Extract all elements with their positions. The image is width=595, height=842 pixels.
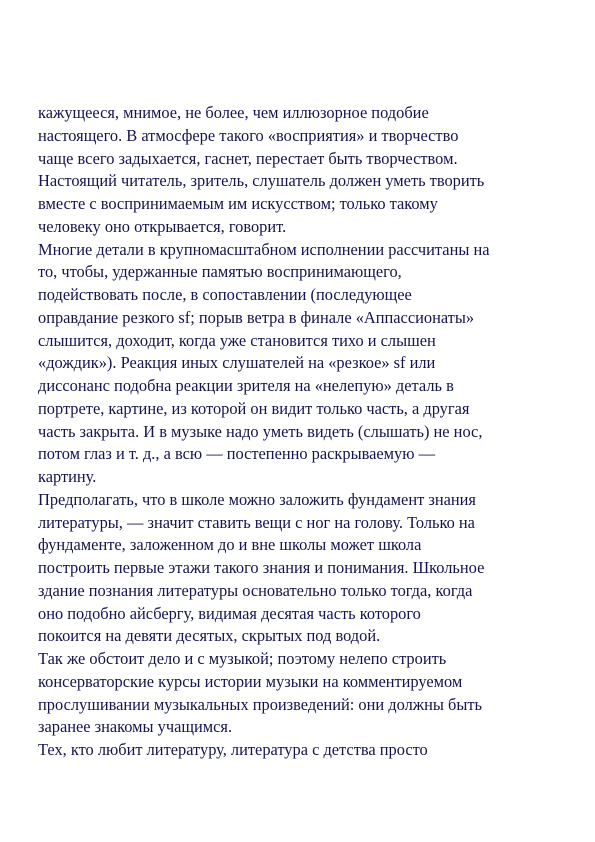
text-line: прослушивании музыкальных произведений: они должны быть	[38, 694, 482, 714]
text-line: Многие детали в крупномасштабном исполнении рассчитаны на	[38, 239, 490, 259]
text-line: часть закрыта. И в музыке надо уметь видеть (слышать) не нос,	[38, 421, 483, 441]
text-line: оно подобно айсбергу, видимая десятая часть которого	[38, 603, 421, 623]
text-line: то, чтобы, удержанные памятью воспринимающего,	[38, 262, 402, 282]
text-line: «дождик»). Реакция иных слушателей на «резкое» sf или	[38, 353, 436, 373]
text-line: консерваторские курсы истории музыки на комментируемом	[38, 671, 463, 691]
text-line: оправдание резкого sf; порыв ветра в финале «Аппассионаты»	[38, 307, 475, 327]
text-line: заранее знакомы учащимся.	[38, 717, 233, 737]
text-line: Настоящий читатель, зритель, слушатель должен уметь творить	[38, 171, 485, 191]
text-line: картину.	[38, 467, 97, 486]
text-line: потом глаз и т. д., а всю — постепенно раскрываемую —	[38, 444, 435, 464]
text-line: чаще всего задыхается, гаснет, перестает быть творчеством.	[38, 148, 458, 168]
text-line: слышится, доходит, когда уже становится тихо и слышен	[38, 330, 436, 350]
text-line: настоящего. В атмосфере такого «восприятия» и творчество	[38, 125, 459, 145]
text-line: диссонанс подобна реакции зрителя на «нелепую» деталь в	[38, 376, 454, 395]
text-line: построить первые этажи такого знания и понимания. Школьное	[38, 558, 485, 577]
body-text	[38, 102, 578, 762]
text-line: покоится на девяти десятых, скрытых под водой.	[38, 626, 381, 646]
text-line: литературы, — значит ставить вещи с ног на голову. Только на	[38, 512, 475, 532]
text-line: подействовать после, в сопоставлении (последующее	[38, 285, 412, 304]
text-line: Тех, кто любит литературу, литература с детства просто	[38, 740, 428, 759]
text-line: человеку оно открывается, говорит.	[38, 216, 287, 236]
text-line: портрете, картине, из которой он видит только часть, а другая	[38, 398, 470, 418]
text-line: Предполагать, что в школе можно заложить фундамент знания	[38, 489, 476, 509]
text-line: фундаменте, заложенном до и вне школы может школа	[38, 535, 422, 555]
text-line: Так же обстоит дело и с музыкой; поэтому нелепо строить	[38, 649, 447, 668]
text-line: здание познания литературы основательно только тогда, когда	[38, 580, 473, 600]
text-line: вместе с воспринимаемым им искусством; только такому	[38, 194, 438, 213]
text-line: кажущееся, мнимое, не более, чем иллюзорное подобие	[38, 103, 429, 122]
